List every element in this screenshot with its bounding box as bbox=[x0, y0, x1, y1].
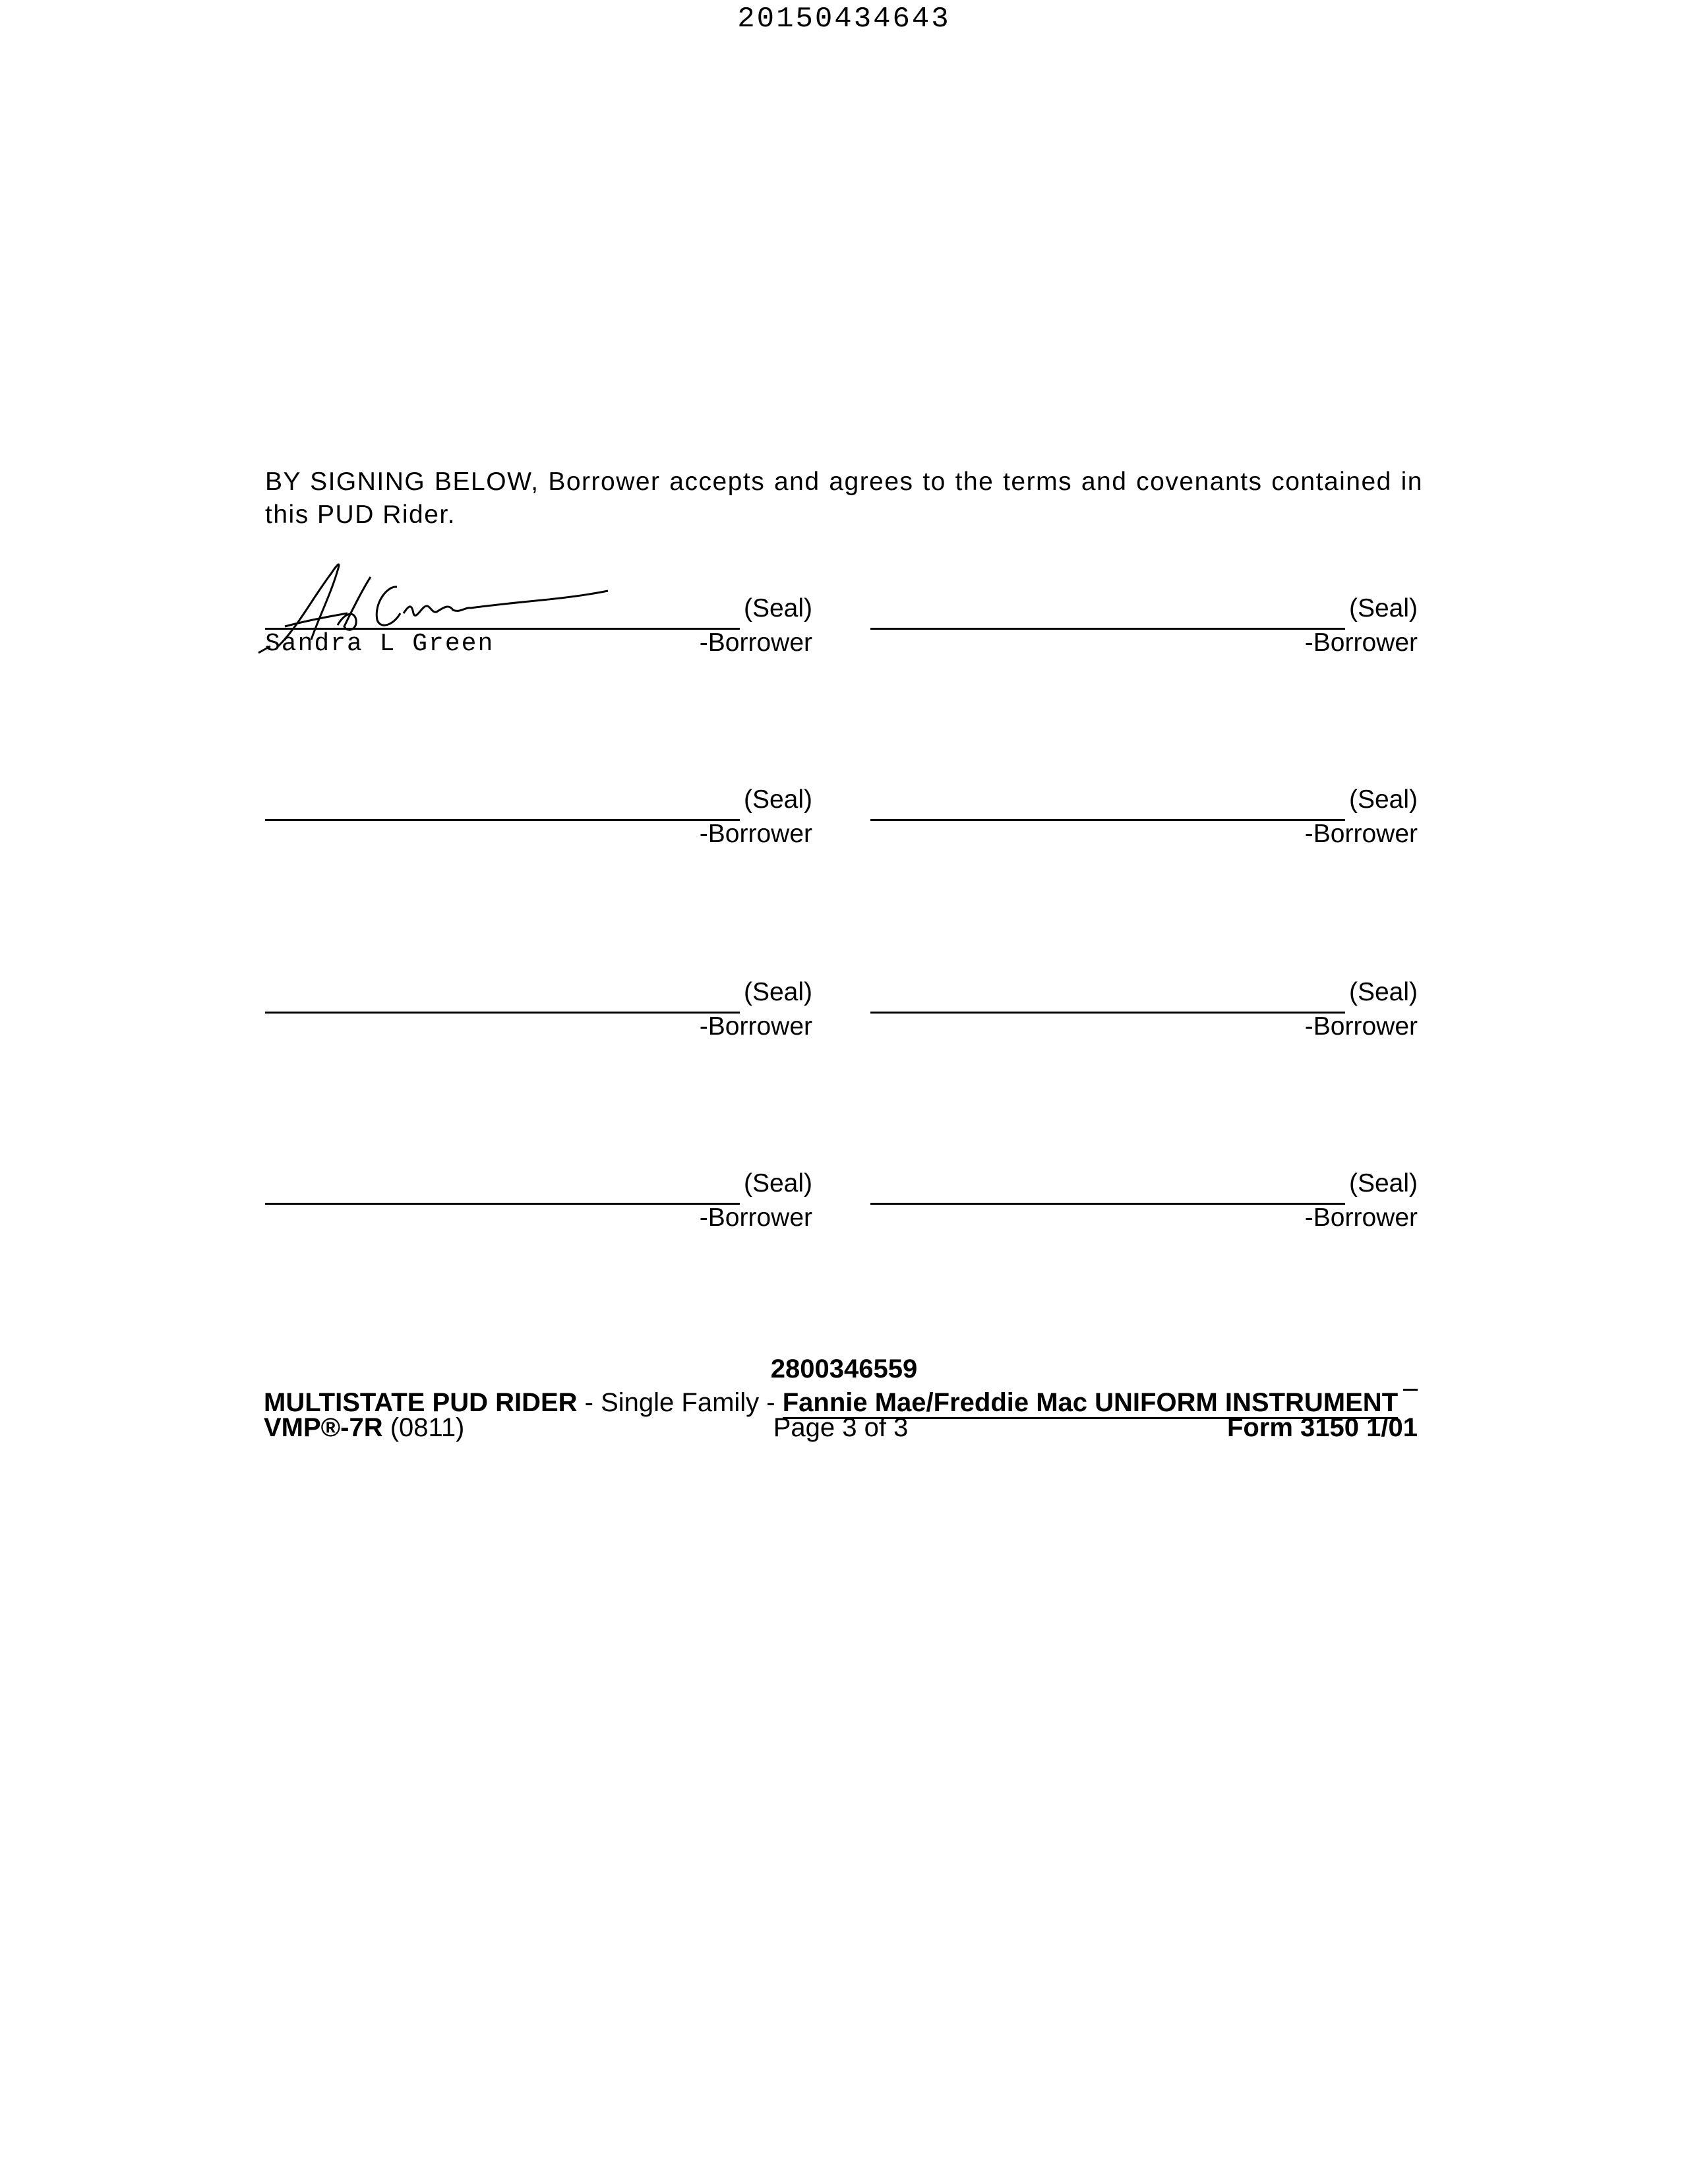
signature-block-3 bbox=[265, 785, 812, 864]
signature-line bbox=[870, 1012, 1345, 1014]
signature-line bbox=[265, 1012, 740, 1014]
borrower-label: -Borrower bbox=[699, 820, 812, 848]
signature-line bbox=[870, 819, 1345, 821]
borrower-label: -Borrower bbox=[699, 628, 812, 657]
seal-label: (Seal) bbox=[743, 594, 812, 622]
seal-label: (Seal) bbox=[1348, 785, 1418, 814]
vmp-version: (0811) bbox=[382, 1413, 465, 1442]
page-number: Page 3 of 3 bbox=[773, 1413, 909, 1442]
signature-block-5 bbox=[265, 977, 812, 1056]
signature-block-2 bbox=[870, 593, 1418, 673]
signature-block-1 bbox=[265, 593, 812, 673]
uniform-instrument-label: Fannie Mae/Freddie Mac UNIFORM INSTRUMENT bbox=[783, 1388, 1398, 1419]
borrower-label: -Borrower bbox=[1304, 1203, 1418, 1232]
borrower-label: -Borrower bbox=[699, 1012, 812, 1041]
seal-label: (Seal) bbox=[743, 978, 812, 1006]
signature-line bbox=[870, 628, 1345, 630]
borrower-label: -Borrower bbox=[699, 1203, 812, 1232]
signer-name: Sandra L Green bbox=[265, 630, 495, 658]
signature-block-6 bbox=[870, 977, 1418, 1056]
form-number: Form 3150 1/01 bbox=[1226, 1413, 1418, 1442]
seal-label: (Seal) bbox=[1348, 1169, 1418, 1198]
signature-block-7 bbox=[265, 1168, 812, 1248]
signature-line bbox=[265, 819, 740, 821]
signature-block-4 bbox=[870, 785, 1418, 864]
form-title: MULTISTATE PUD RIDER bbox=[264, 1388, 578, 1417]
seal-label: (Seal) bbox=[1348, 978, 1418, 1006]
borrower-label: -Borrower bbox=[1304, 1012, 1418, 1041]
seal-label: (Seal) bbox=[1348, 594, 1418, 622]
signature-line bbox=[870, 1203, 1345, 1205]
document-number: 20150434643 bbox=[737, 3, 951, 36]
loan-number: 2800346559 bbox=[770, 1354, 918, 1383]
seal-label: (Seal) bbox=[743, 785, 812, 814]
form-subtitle: - Single Family - bbox=[577, 1388, 783, 1417]
signature-block-8 bbox=[870, 1168, 1418, 1248]
vmp-code-bold: VMP®-7R bbox=[264, 1413, 383, 1442]
borrower-label: -Borrower bbox=[1304, 628, 1418, 657]
signing-statement: BY SIGNING BELOW, Borrower accepts and agrees to the terms and covenants contained in this PUD Rider. bbox=[265, 468, 1423, 529]
form-id-line bbox=[264, 1412, 1418, 1443]
signature-line bbox=[265, 1203, 740, 1205]
borrower-label: -Borrower bbox=[1304, 820, 1418, 848]
seal-label: (Seal) bbox=[743, 1169, 812, 1198]
